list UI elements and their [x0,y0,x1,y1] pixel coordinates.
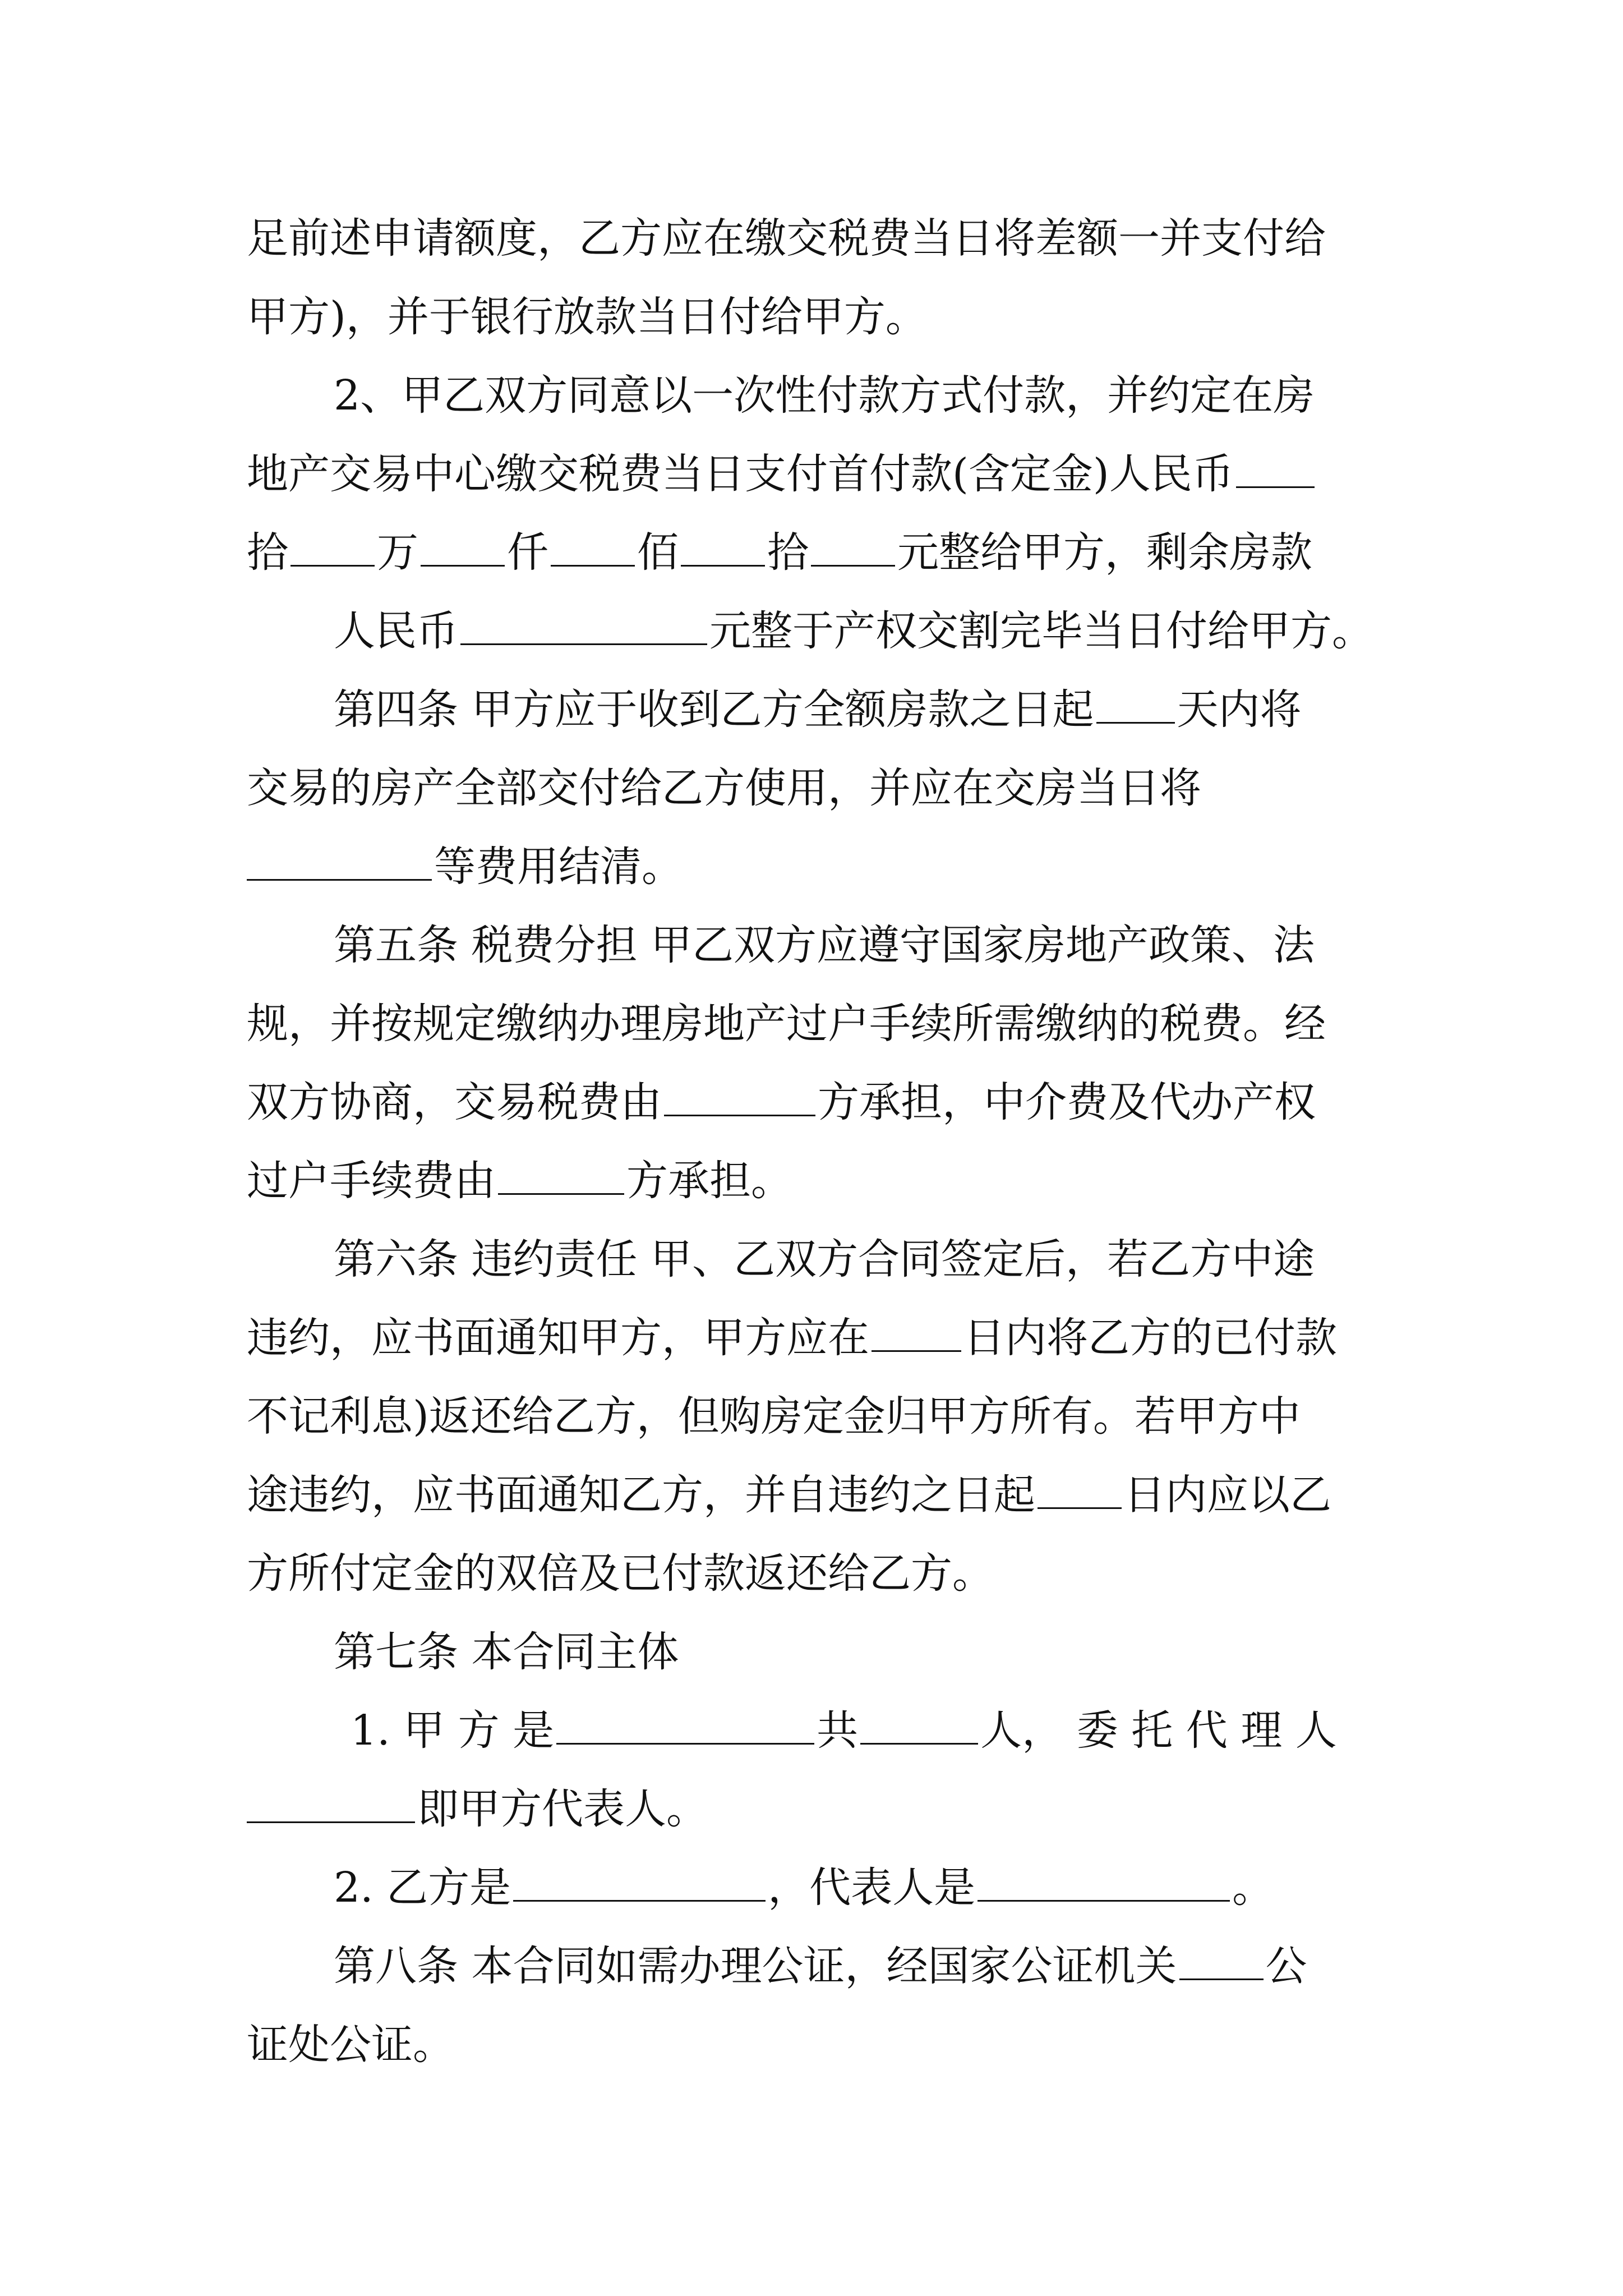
article-6-line-5: 方所付定金的双倍及已付款返还给乙方。 [247,1549,994,1598]
article-4-line-2: 交易的房产全部交付给乙方使用，并应在交房当日将 [247,764,1201,812]
blank-field [978,1861,1230,1902]
article-5-line-4 [247,1150,792,1212]
article-5-line-3 [247,1071,1316,1133]
article-7-line-3 [334,1857,1274,1918]
article-4-text: 天内将 [1177,685,1302,734]
article-7-text: 人， 委 托 代 理 人 [980,1706,1337,1755]
article-7-text: 。 [1232,1864,1274,1912]
blank-field [291,526,375,567]
blank-field [556,1704,814,1745]
paragraph-line-1: 足前述申请额度，乙方应在缴交税费当日将差额一并支付给 [247,214,1326,263]
article-7-heading: 第七条 本合同主体 [334,1628,679,1676]
article-8-text: 公 [1265,1942,1307,1990]
amount-unit: 万 [377,528,418,577]
article-6-text: 日内将乙方的已付款 [963,1314,1337,1362]
blank-field [247,840,432,881]
article-5-text: 方承担，中介费及代办产权 [818,1078,1316,1126]
article-7-line-1 [351,1700,1337,1761]
article-6-line-4 [247,1464,1331,1526]
paragraph-line-2: 甲方)，并于银行放款当日付给甲方。 [247,293,927,341]
blank-field [664,1075,815,1116]
article-6-text: 途违约，应书面通知乙方，并自违约之日起 [247,1471,1035,1519]
blank-field [421,526,505,567]
article-5-text: 方承担。 [626,1157,792,1205]
article-4-line-1 [334,679,1302,740]
clause-2-line-4 [334,600,1373,662]
amount-unit: 拾 [247,528,288,577]
article-7-text: 即甲方代表人。 [417,1785,708,1833]
blank-field [811,526,895,567]
amount-unit: 仟 [507,528,548,577]
blank-field [860,1704,978,1745]
article-7-text: 共 [817,1706,859,1755]
article-5-line-1: 第五条 税费分担 甲乙双方应遵守国家房地产政策、法 [334,921,1315,969]
clause-2-line-1: 2、甲乙双方同意以一次性付款方式付款，并约定在房 [334,371,1315,420]
article-6-text: 日内应以乙 [1124,1471,1331,1519]
amount-unit: 佰 [637,528,679,577]
article-8-line-1 [334,1935,1307,1997]
article-5-text: 双方协商，交易税费由 [247,1078,662,1126]
blank-field [498,1154,624,1195]
clause-2-line-3 [247,522,1312,583]
blank-field [1096,683,1175,724]
article-6-line-2 [247,1307,1337,1369]
blank-field [247,1782,415,1823]
blank-field [1236,447,1315,488]
clause-2-text: 元整于产权交割完毕当日付给甲方。 [709,607,1373,655]
article-4-text: 等费用结清。 [434,843,683,891]
blank-field [1038,1468,1122,1509]
blank-field [681,526,765,567]
article-6-text: 违约，应书面通知甲方，甲方应在 [247,1314,869,1362]
blank-field [872,1311,961,1352]
article-5-line-2: 规，并按规定缴纳办理房地产过户手续所需缴纳的税费。经 [247,1000,1326,1048]
blank-field [551,526,635,567]
clause-2-text: 人民币 [334,607,458,655]
article-8-text: 第八条 本合同如需办理公证，经国家公证机关 [334,1942,1177,1990]
clause-2-text: 地产交易中心缴交税费当日支付首付款(含定金)人民币 [247,450,1234,498]
article-8-line-2: 证处公证。 [247,2021,454,2069]
blank-field [1179,1939,1264,1980]
blank-field [460,604,707,645]
amount-unit: 拾 [767,528,809,577]
article-4-text: 第四条 甲方应于收到乙方全额房款之日起 [334,685,1094,734]
article-5-text: 过户手续费由 [247,1157,496,1205]
article-4-line-3 [247,836,683,898]
clause-2-text: 元整给甲方，剩余房款 [897,528,1312,577]
blank-field [513,1861,766,1902]
clause-2-line-2 [247,443,1317,505]
article-7-text: 1. 甲 方 是 [351,1706,555,1755]
article-6-line-3: 不记利息)返还给乙方，但购房定金归甲方所有。若甲方中 [247,1392,1301,1441]
article-7-text: 2. 乙方是 [334,1864,511,1912]
article-7-text: ，代表人是 [768,1864,976,1912]
article-7-line-2 [247,1778,708,1840]
article-6-line-1: 第六条 违约责任 甲、乙双方合同签定后，若乙方中途 [334,1235,1315,1283]
